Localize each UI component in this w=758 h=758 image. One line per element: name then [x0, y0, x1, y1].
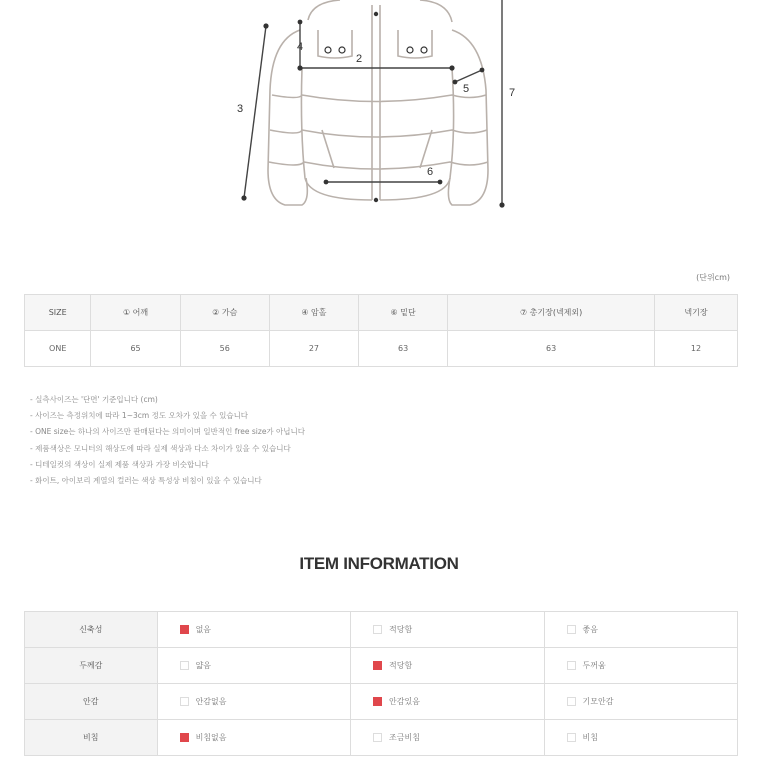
measurement-lines: [244, 0, 502, 205]
header-cell: ⑥ 밑단: [359, 295, 448, 331]
unchecked-box-icon: [567, 625, 576, 634]
table-row: [25, 331, 738, 367]
item-option: [351, 720, 544, 756]
item-option: [157, 648, 350, 684]
item-option-label: 비침: [582, 733, 598, 742]
label-3: 3: [237, 103, 244, 115]
item-option-label: 두꺼움: [582, 661, 606, 670]
table-cell: 65: [91, 331, 180, 367]
unchecked-box-icon: [567, 661, 576, 670]
unchecked-box-icon: [567, 733, 576, 742]
item-option: [157, 612, 350, 648]
item-row-label: 두께감: [25, 648, 158, 684]
checked-box-icon: [180, 733, 189, 742]
item-option: [351, 684, 544, 720]
item-information-title: ITEM INFORMATION: [299, 554, 459, 573]
item-row-label: 안감: [25, 684, 158, 720]
item-option: [544, 612, 737, 648]
item-row: [25, 684, 738, 720]
item-row-label: 신축성: [25, 612, 158, 648]
item-option-label: 기모안감: [582, 697, 614, 706]
item-option-label: 안감있음: [389, 697, 420, 706]
checked-box-icon: [180, 625, 189, 634]
item-option-label: 없음: [195, 625, 212, 634]
size-table: [24, 294, 738, 367]
unchecked-box-icon: [567, 697, 576, 706]
table-cell: ONE: [25, 331, 91, 367]
note-item: - 디테일컷의 색상이 실제 제품 색상과 가장 비슷합니다: [30, 459, 209, 469]
label-6: 6: [427, 166, 434, 178]
unit-note: (단위cm): [696, 273, 730, 282]
item-option-label: 비침없음: [195, 733, 227, 742]
unchecked-box-icon: [180, 661, 189, 670]
item-option: [157, 720, 350, 756]
table-cell: 63: [359, 331, 448, 367]
checked-box-icon: [373, 697, 382, 706]
label-4: 4: [297, 41, 304, 53]
item-option-label: 적당함: [389, 661, 413, 670]
note-item: - 제품색상은 모니터의 해상도에 따라 실제 색상과 다소 차이가 있을 수 있습니다: [30, 443, 291, 453]
item-option: [544, 648, 737, 684]
size-table-header: [25, 295, 738, 331]
header-cell: ⑦ 총기장(넥제외): [448, 295, 655, 331]
item-row: [25, 720, 738, 756]
collar-buttons: [325, 12, 427, 202]
table-cell: 63: [448, 331, 655, 367]
unchecked-box-icon: [373, 733, 382, 742]
header-cell: ① 어깨: [91, 295, 180, 331]
header-cell: SIZE: [25, 295, 91, 331]
item-option-label: 조금비침: [389, 733, 420, 742]
checked-box-icon: [373, 661, 382, 670]
label-2: 2: [356, 53, 363, 65]
item-option-label: 좋음: [582, 625, 598, 634]
header-cell: 넥기장: [655, 295, 738, 331]
item-row-label: 비침: [25, 720, 158, 756]
item-option-label: 적당함: [389, 625, 413, 634]
item-option: [351, 612, 544, 648]
note-item: - 실측사이즈는 '단면' 기준입니다 (cm): [30, 395, 158, 404]
size-notes: [30, 392, 305, 489]
unchecked-box-icon: [180, 697, 189, 706]
table-cell: 12: [655, 331, 738, 367]
item-option: [544, 720, 737, 756]
measurement-endpoints: [241, 20, 504, 208]
item-option-label: 얇음: [195, 661, 212, 670]
note-item: - 화이트, 아이보리 계열의 컬러는 색상 특성상 비침이 있을 수 있습니다: [30, 476, 262, 486]
table-cell: 27: [269, 331, 358, 367]
header-cell: ② 가슴: [180, 295, 269, 331]
unchecked-box-icon: [373, 625, 382, 634]
item-option: [157, 684, 350, 720]
item-option: [544, 684, 737, 720]
item-option: [351, 648, 544, 684]
label-5: 5: [463, 83, 470, 95]
label-7: 7: [509, 87, 516, 99]
header-cell: ④ 암홀: [269, 295, 358, 331]
item-row: [25, 612, 738, 648]
jacket-outline: [268, 0, 488, 205]
jacket-measurement-diagram: [0, 0, 758, 215]
item-information-table: [24, 611, 738, 756]
item-option-label: 안감없음: [195, 697, 227, 706]
item-row: [25, 648, 738, 684]
note-item: - ONE size는 하나의 사이즈만 판매된다는 의미이며 일반적인 free size가 아닙니다: [30, 427, 306, 437]
table-cell: 56: [180, 331, 269, 367]
note-item: - 사이즈는 측정위치에 따라 1~3cm 정도 오차가 있을 수 있습니다: [30, 411, 249, 421]
